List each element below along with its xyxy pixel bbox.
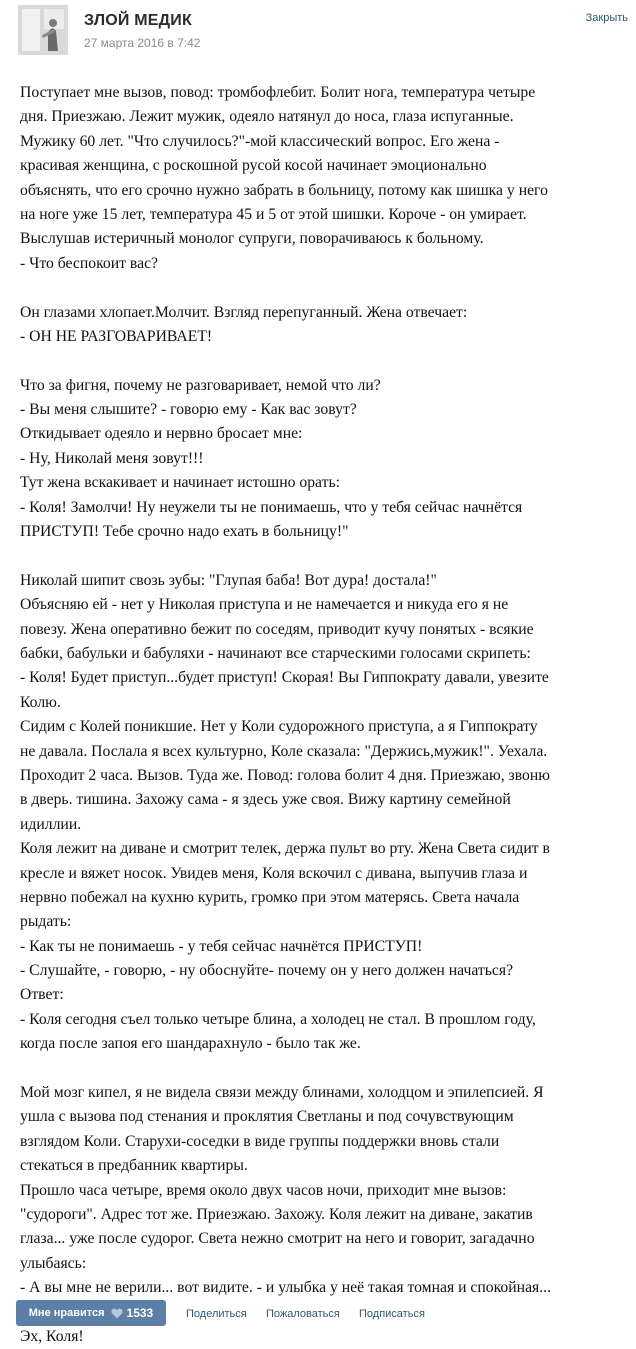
post-text-line: не давала. Послала я всех культурно, Коле сказала: "Держись,мужик!". Уехала. bbox=[20, 742, 548, 760]
close-link[interactable]: Закрыть bbox=[585, 12, 628, 24]
post-text-line: бабки, бабульки и бабуляхи - начинают все старческими голосами скрипеть: bbox=[20, 644, 531, 662]
share-link[interactable]: Поделиться bbox=[186, 1308, 247, 1320]
post-text-line: Колю. bbox=[20, 693, 61, 711]
post-text-line: идиллии. bbox=[20, 815, 82, 833]
post-text-line: на ноге уже 15 лет, температура 45 и 5 от этой шишки. Короче - он умирает. bbox=[20, 205, 527, 223]
post-text-line: Эх, Коля! bbox=[20, 1327, 84, 1345]
paragraph-gap bbox=[20, 544, 628, 568]
post-text-line: Прошло часа четыре, время около двух часов ночи, приходит мне вызов: bbox=[20, 1181, 507, 1199]
post-text-line: Поступает мне вызов, повод: тромбофлебит. Болит нога, температура четыре bbox=[20, 84, 536, 101]
post-text-line: - Ну, Николай меня зовут!!! bbox=[20, 449, 204, 467]
post-text-line: Что за фигня, почему не разговаривает, немой что ли? bbox=[20, 376, 381, 394]
post-text-line: кресле и вяжет носок. Увидев меня, Коля вскочил с дивана, выпучив глаза и bbox=[20, 864, 528, 882]
post-text-line: Откидывает одеяло и нервно бросает мне: bbox=[20, 425, 303, 443]
paragraph-gap bbox=[20, 1057, 628, 1081]
post-text-line: Ответ: bbox=[20, 986, 64, 1004]
post-text-line: - ОН НЕ РАЗГОВАРИВАЕТ! bbox=[20, 327, 213, 345]
post-text-line: Проходит 2 часа. Вызов. Туда же. Повод: голова болит 4 дня. Приезжаю, звоню bbox=[20, 766, 551, 784]
avatar-image bbox=[18, 5, 68, 55]
paragraph-gap bbox=[20, 349, 628, 373]
post-text-line: взглядом Коли. Старухи-соседки в виде группы поддержки вновь стали bbox=[20, 1132, 500, 1150]
like-count: 1533 bbox=[126, 1306, 154, 1320]
post-text-line: Коля лежит на диване и смотрит телек, держа пульт во рту. Жена Света сидит в bbox=[20, 840, 550, 858]
post-text-line: в дверь. тишина. Захожу сама - я здесь уже своя. Вижу картину семейной bbox=[20, 791, 511, 809]
author-name[interactable]: ЗЛОЙ МЕДИК bbox=[84, 12, 192, 29]
avatar[interactable] bbox=[18, 5, 68, 55]
post-text-line: ПРИСТУП! Тебе срочно надо ехать в больницу!" bbox=[20, 523, 349, 541]
post-text-line: ушла с вызова под стенания и проклятия Светланы и под сочувствующим bbox=[20, 1108, 514, 1126]
post-text-line: - А вы мне не верили... вот видите. - и улыбка у неё такая томная и спокойная... bbox=[20, 1279, 552, 1297]
post-text-line: Объясняю ей - нет у Николая приступа и не намечается и никуда его я не bbox=[20, 596, 509, 614]
report-link[interactable]: Пожаловаться bbox=[266, 1308, 340, 1320]
post-text-line: когда после запоя его шандарахнуло - было так же. bbox=[20, 1035, 361, 1053]
post-text-line: нервно побежал на кухню курить, громко при этом матерясь. Света начала bbox=[20, 888, 520, 906]
post-text bbox=[20, 81, 628, 1349]
post-text-line: рыдать: bbox=[20, 913, 72, 931]
like-label: Мне нравится bbox=[28, 1307, 105, 1319]
post-text-line: дня. Приезжаю. Лежит мужик, одеяло натянул до носа, глаза испуганные. bbox=[20, 108, 514, 126]
post-footer bbox=[0, 1296, 636, 1334]
post-text-line: "судороги". Адрес тот же. Приезжаю. Захожу. Коля лежит на диване, закатив bbox=[20, 1205, 533, 1223]
post-text-line: - Коля сегодня съел только четыре блина, а холодец не стал. В прошлом году, bbox=[20, 1010, 536, 1028]
post-text-line: - Слушайте, - говорю, - ну обоснуйте- почему он у него должен начаться? bbox=[20, 962, 514, 980]
post-text-line: Выслушав истеричный монолог супруги, поворачиваюсь к больному. bbox=[20, 230, 484, 248]
post-header bbox=[0, 0, 636, 70]
post-text-line: Тут жена вскакивает и начинает истошно орать: bbox=[20, 474, 340, 492]
post-text-line: Он глазами хлопает.Молчит. Взгляд перепуганный. Жена отвечает: bbox=[20, 303, 468, 321]
heart-icon bbox=[111, 1308, 123, 1319]
post-text-line: - Что беспокоит вас? bbox=[20, 254, 159, 272]
subscribe-link[interactable]: Подписаться bbox=[359, 1308, 425, 1320]
paragraph-gap bbox=[20, 276, 628, 300]
post-text-line: - Вы меня слышите? - говорю ему - Как вас зовут? bbox=[20, 401, 357, 419]
post-text-line: красивая женщина, с роскошной русой косой начинает эмоционально bbox=[20, 157, 487, 175]
post-text-line: повезу. Жена оперативно бежит по соседям, приводит кучу понятых - всякие bbox=[20, 620, 534, 638]
post-text-line: - Как ты не понимаешь - у тебя сейчас начнётся ПРИСТУП! bbox=[20, 937, 423, 955]
post-date[interactable]: 27 марта 2016 в 7:42 bbox=[84, 36, 201, 50]
post-text-line: стекаться в предбанник квартиры. bbox=[20, 1157, 248, 1175]
post-text-line: улыбаясь: bbox=[20, 1254, 87, 1272]
post-text-line: Николай шипит свозь зубы: "Глупая баба! Вот дура! достала!" bbox=[20, 571, 437, 589]
post-text-line: глаза... уже после судорог. Света нежно смотрит на него и говорит, загадачно bbox=[20, 1230, 535, 1248]
post-text-line: объяснять, что его срочно нужно забрать в больницу, потому как шишка у него bbox=[20, 181, 548, 199]
post-text-line: Сидим с Колей поникшие. Нет у Коли судорожного приступа, а я Гиппократу bbox=[20, 718, 538, 736]
post-text-line: Мужику 60 лет. "Что случилось?"-мой классический вопрос. Его жена - bbox=[20, 132, 500, 150]
post-text-line: - Коля! Будет приступ...будет приступ! Скорая! Вы Гиппократу давали, увезите bbox=[20, 669, 549, 687]
post-text-line: - Коля! Замолчи! Ну неужели ты не понимаешь, что у тебя сейчас начнётся bbox=[20, 498, 523, 516]
like-button[interactable] bbox=[16, 1300, 166, 1326]
post-text-line: Мой мозг кипел, я не видела связи между блинами, холодцом и эпилепсией. Я bbox=[20, 1084, 544, 1102]
